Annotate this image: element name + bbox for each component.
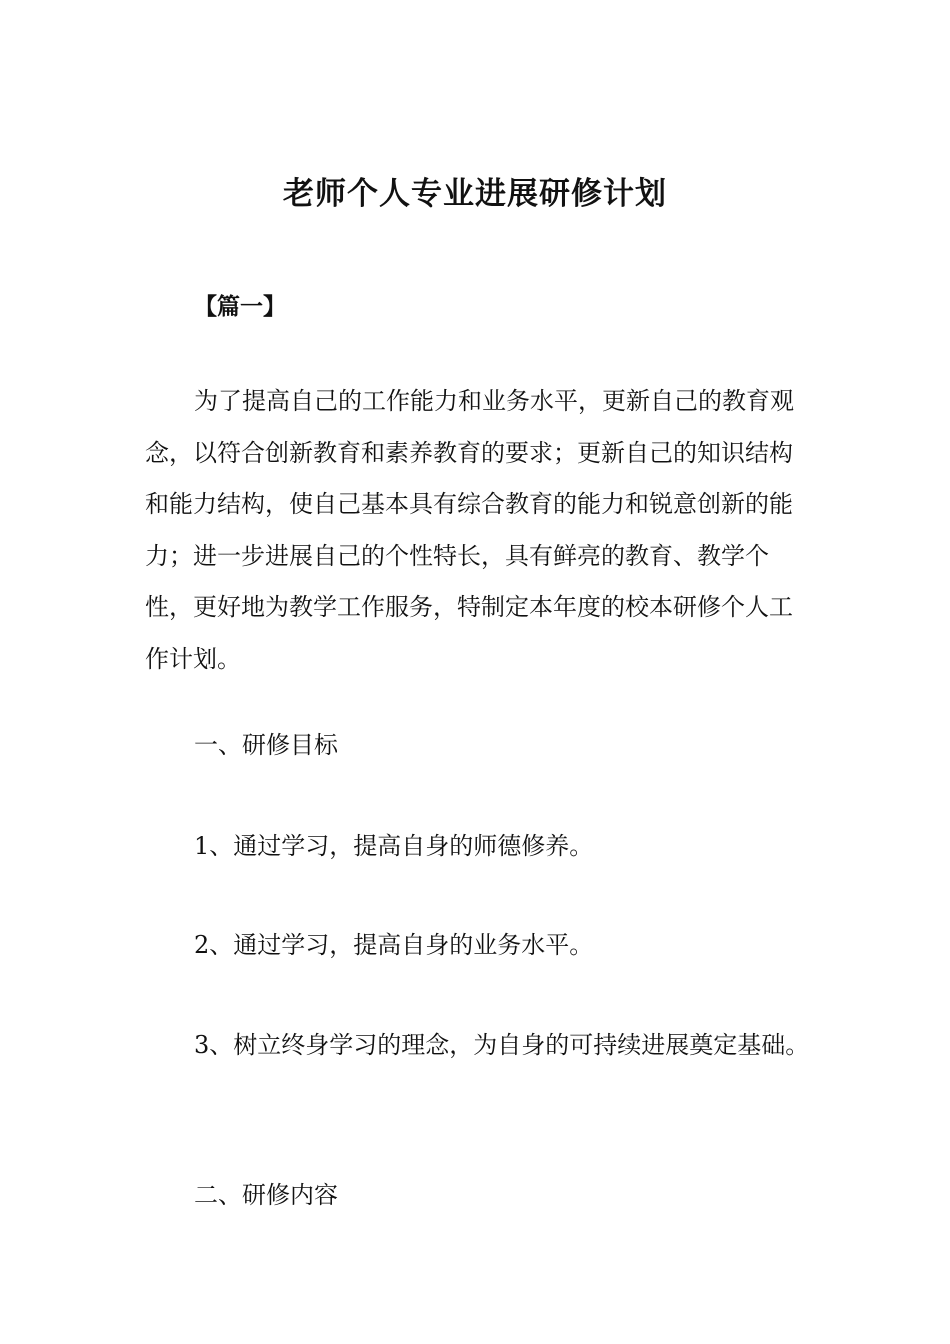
goal-item-2: 2、通过学习，提高自身的业务水平。 xyxy=(194,931,594,959)
intro-paragraph: 为了提高自己的工作能力和业务水平，更新自己的教育观念，以符合创新教育和素养教育的要求；更新自己的知识结构和能力结构，使自己基本具有综合教育的能力和锐意创新的能力；进一步进展自己的个性特长，具有鲜亮的教育、教学个性，更好地为教学工作服务，特制定本年度的校本研修个人工作计划。 xyxy=(145,387,794,673)
goal-item-3: 3、树立终身学习的理念，为自身的可持续进展奠定基础。 xyxy=(194,1031,810,1059)
heading-research-content: 二、研修内容 xyxy=(194,1181,338,1209)
document-title: 老师个人专业进展研修计划 xyxy=(283,176,667,212)
goal-item-1: 1、通过学习，提高自身的师德修养。 xyxy=(194,832,594,860)
section-label: 【篇一】 xyxy=(194,294,286,320)
heading-research-goals: 一、研修目标 xyxy=(194,731,338,759)
